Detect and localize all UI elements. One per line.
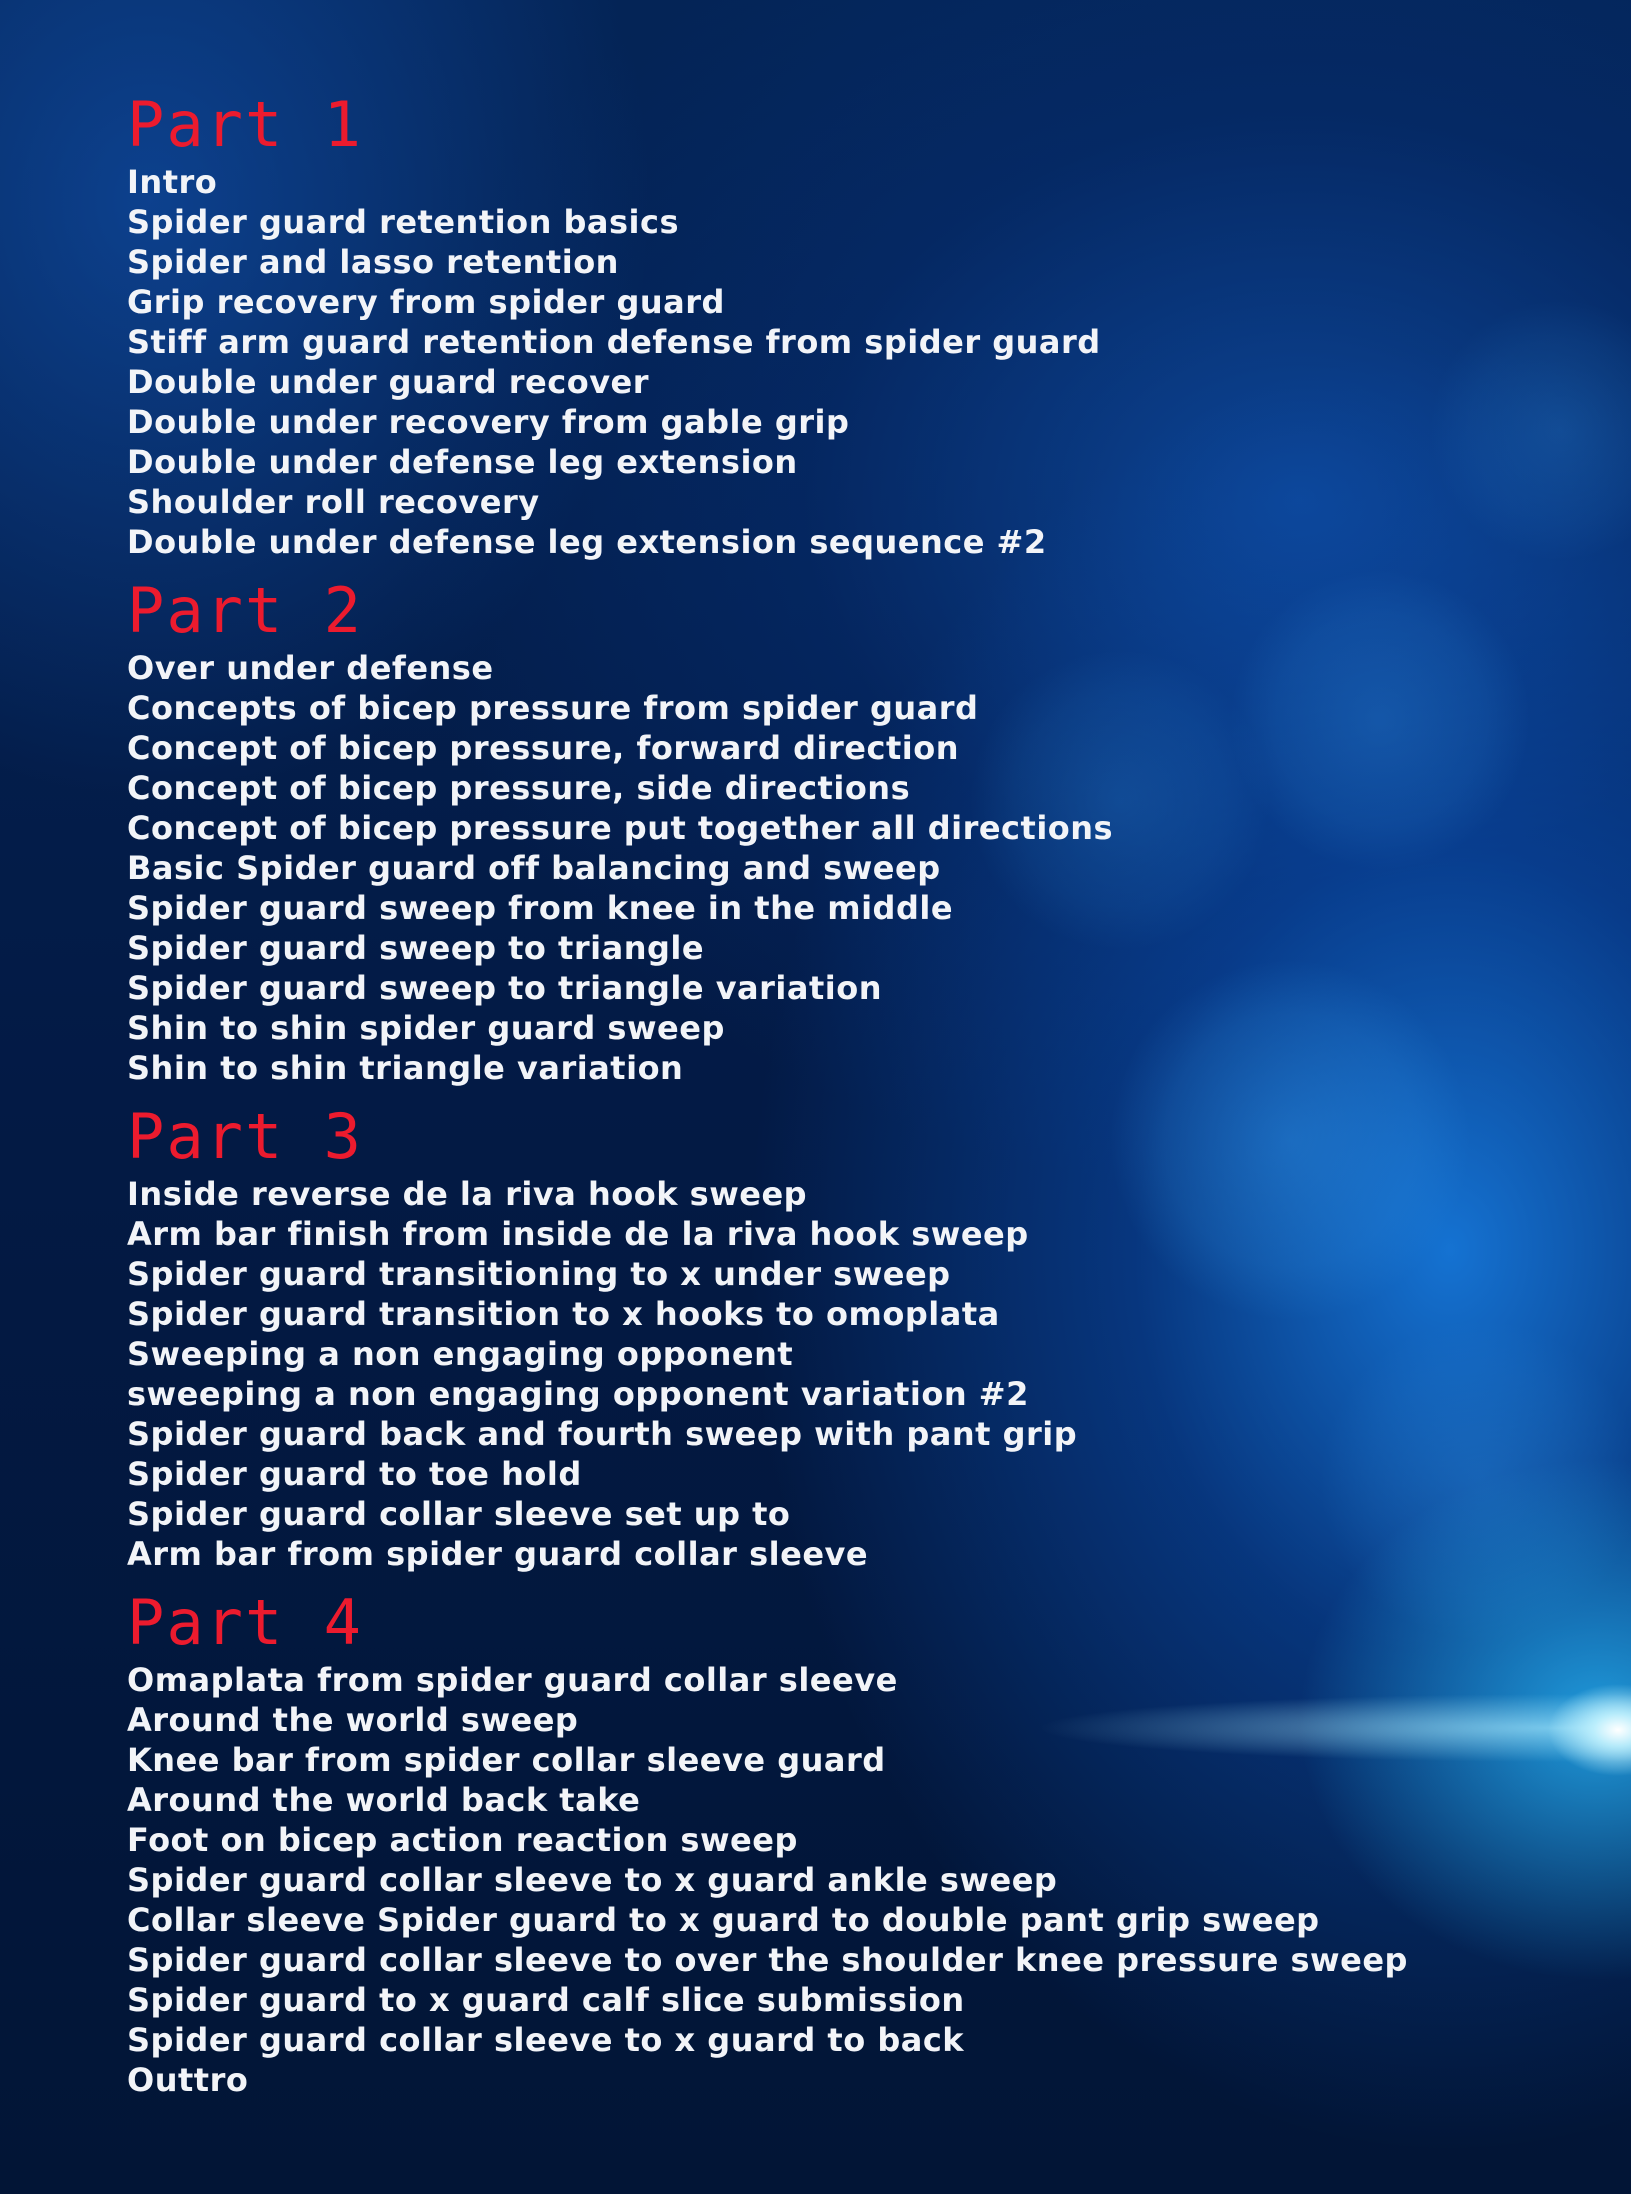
list-item: Foot on bicep action reaction sweep <box>127 1821 798 1859</box>
list-item: Shoulder roll recovery <box>127 483 540 521</box>
list-item: Omaplata from spider guard collar sleeve <box>127 1661 898 1699</box>
section-title: Part 2 <box>127 574 363 647</box>
list-item: Concept of bicep pressure put together all directions <box>127 809 1114 847</box>
table-of-contents <box>127 88 1507 2112</box>
list-item: Spider guard to toe hold <box>127 1455 582 1493</box>
section-title: Part 1 <box>127 88 363 161</box>
section-title: Part 4 <box>127 1586 363 1659</box>
list-item: Spider guard back and fourth sweep with pant grip <box>127 1415 1078 1453</box>
list-item: Spider guard sweep to triangle variation <box>127 969 883 1007</box>
list-item: Spider guard sweep from knee in the middle <box>127 889 954 927</box>
list-item: Inside reverse de la riva hook sweep <box>127 1175 808 1213</box>
section-part-2 <box>127 574 1507 1088</box>
list-item: Intro <box>127 163 218 201</box>
list-item: Knee bar from spider collar sleeve guard <box>127 1741 886 1779</box>
list-item: Spider guard retention basics <box>127 203 680 241</box>
list-item: Spider guard transition to x hooks to omoplata <box>127 1295 1000 1333</box>
list-item: Arm bar finish from inside de la riva hook sweep <box>127 1215 1029 1253</box>
list-item: Spider and lasso retention <box>127 243 619 281</box>
list-item: Spider guard transitioning to x under sweep <box>127 1255 951 1293</box>
section-part-1 <box>127 88 1507 562</box>
list-item: Spider guard collar sleeve to x guard ankle sweep <box>127 1861 1058 1899</box>
list-item: Spider guard collar sleeve to over the shoulder knee pressure sweep <box>127 1941 1408 1979</box>
list-item: Spider guard sweep to triangle <box>127 929 705 967</box>
list-item: Shin to shin spider guard sweep <box>127 1009 725 1047</box>
list-item: Concepts of bicep pressure from spider guard <box>127 689 979 727</box>
list-item: Double under guard recover <box>127 363 650 401</box>
list-item: Basic Spider guard off balancing and sweep <box>127 849 941 887</box>
list-item: Around the world back take <box>127 1781 641 1819</box>
list-item: Spider guard to x guard calf slice submission <box>127 1981 965 2019</box>
list-item: Double under recovery from gable grip <box>127 403 850 441</box>
section-title: Part 3 <box>127 1100 363 1173</box>
list-item: Double under defense leg extension <box>127 443 798 481</box>
list-item: Concept of bicep pressure, side directions <box>127 769 911 807</box>
list-item: Grip recovery from spider guard <box>127 283 725 321</box>
list-item: Shin to shin triangle variation <box>127 1049 684 1087</box>
list-item: Arm bar from spider guard collar sleeve <box>127 1535 869 1573</box>
section-part-4 <box>127 1586 1507 2100</box>
list-item: Concept of bicep pressure, forward direction <box>127 729 959 767</box>
list-item: Over under defense <box>127 649 494 687</box>
list-item: Double under defense leg extension sequence #2 <box>127 523 1047 561</box>
list-item: Spider guard collar sleeve set up to <box>127 1495 791 1533</box>
list-item: Spider guard collar sleeve to x guard to back <box>127 2021 965 2059</box>
list-item: Outtro <box>127 2061 249 2099</box>
list-item: Around the world sweep <box>127 1701 579 1739</box>
list-item: Sweeping a non engaging opponent <box>127 1335 794 1373</box>
list-item: Stiff arm guard retention defense from spider guard <box>127 323 1101 361</box>
list-item: sweeping a non engaging opponent variation #2 <box>127 1375 1029 1413</box>
list-item: Collar sleeve Spider guard to x guard to double pant grip sweep <box>127 1901 1320 1939</box>
section-part-3 <box>127 1100 1507 1574</box>
